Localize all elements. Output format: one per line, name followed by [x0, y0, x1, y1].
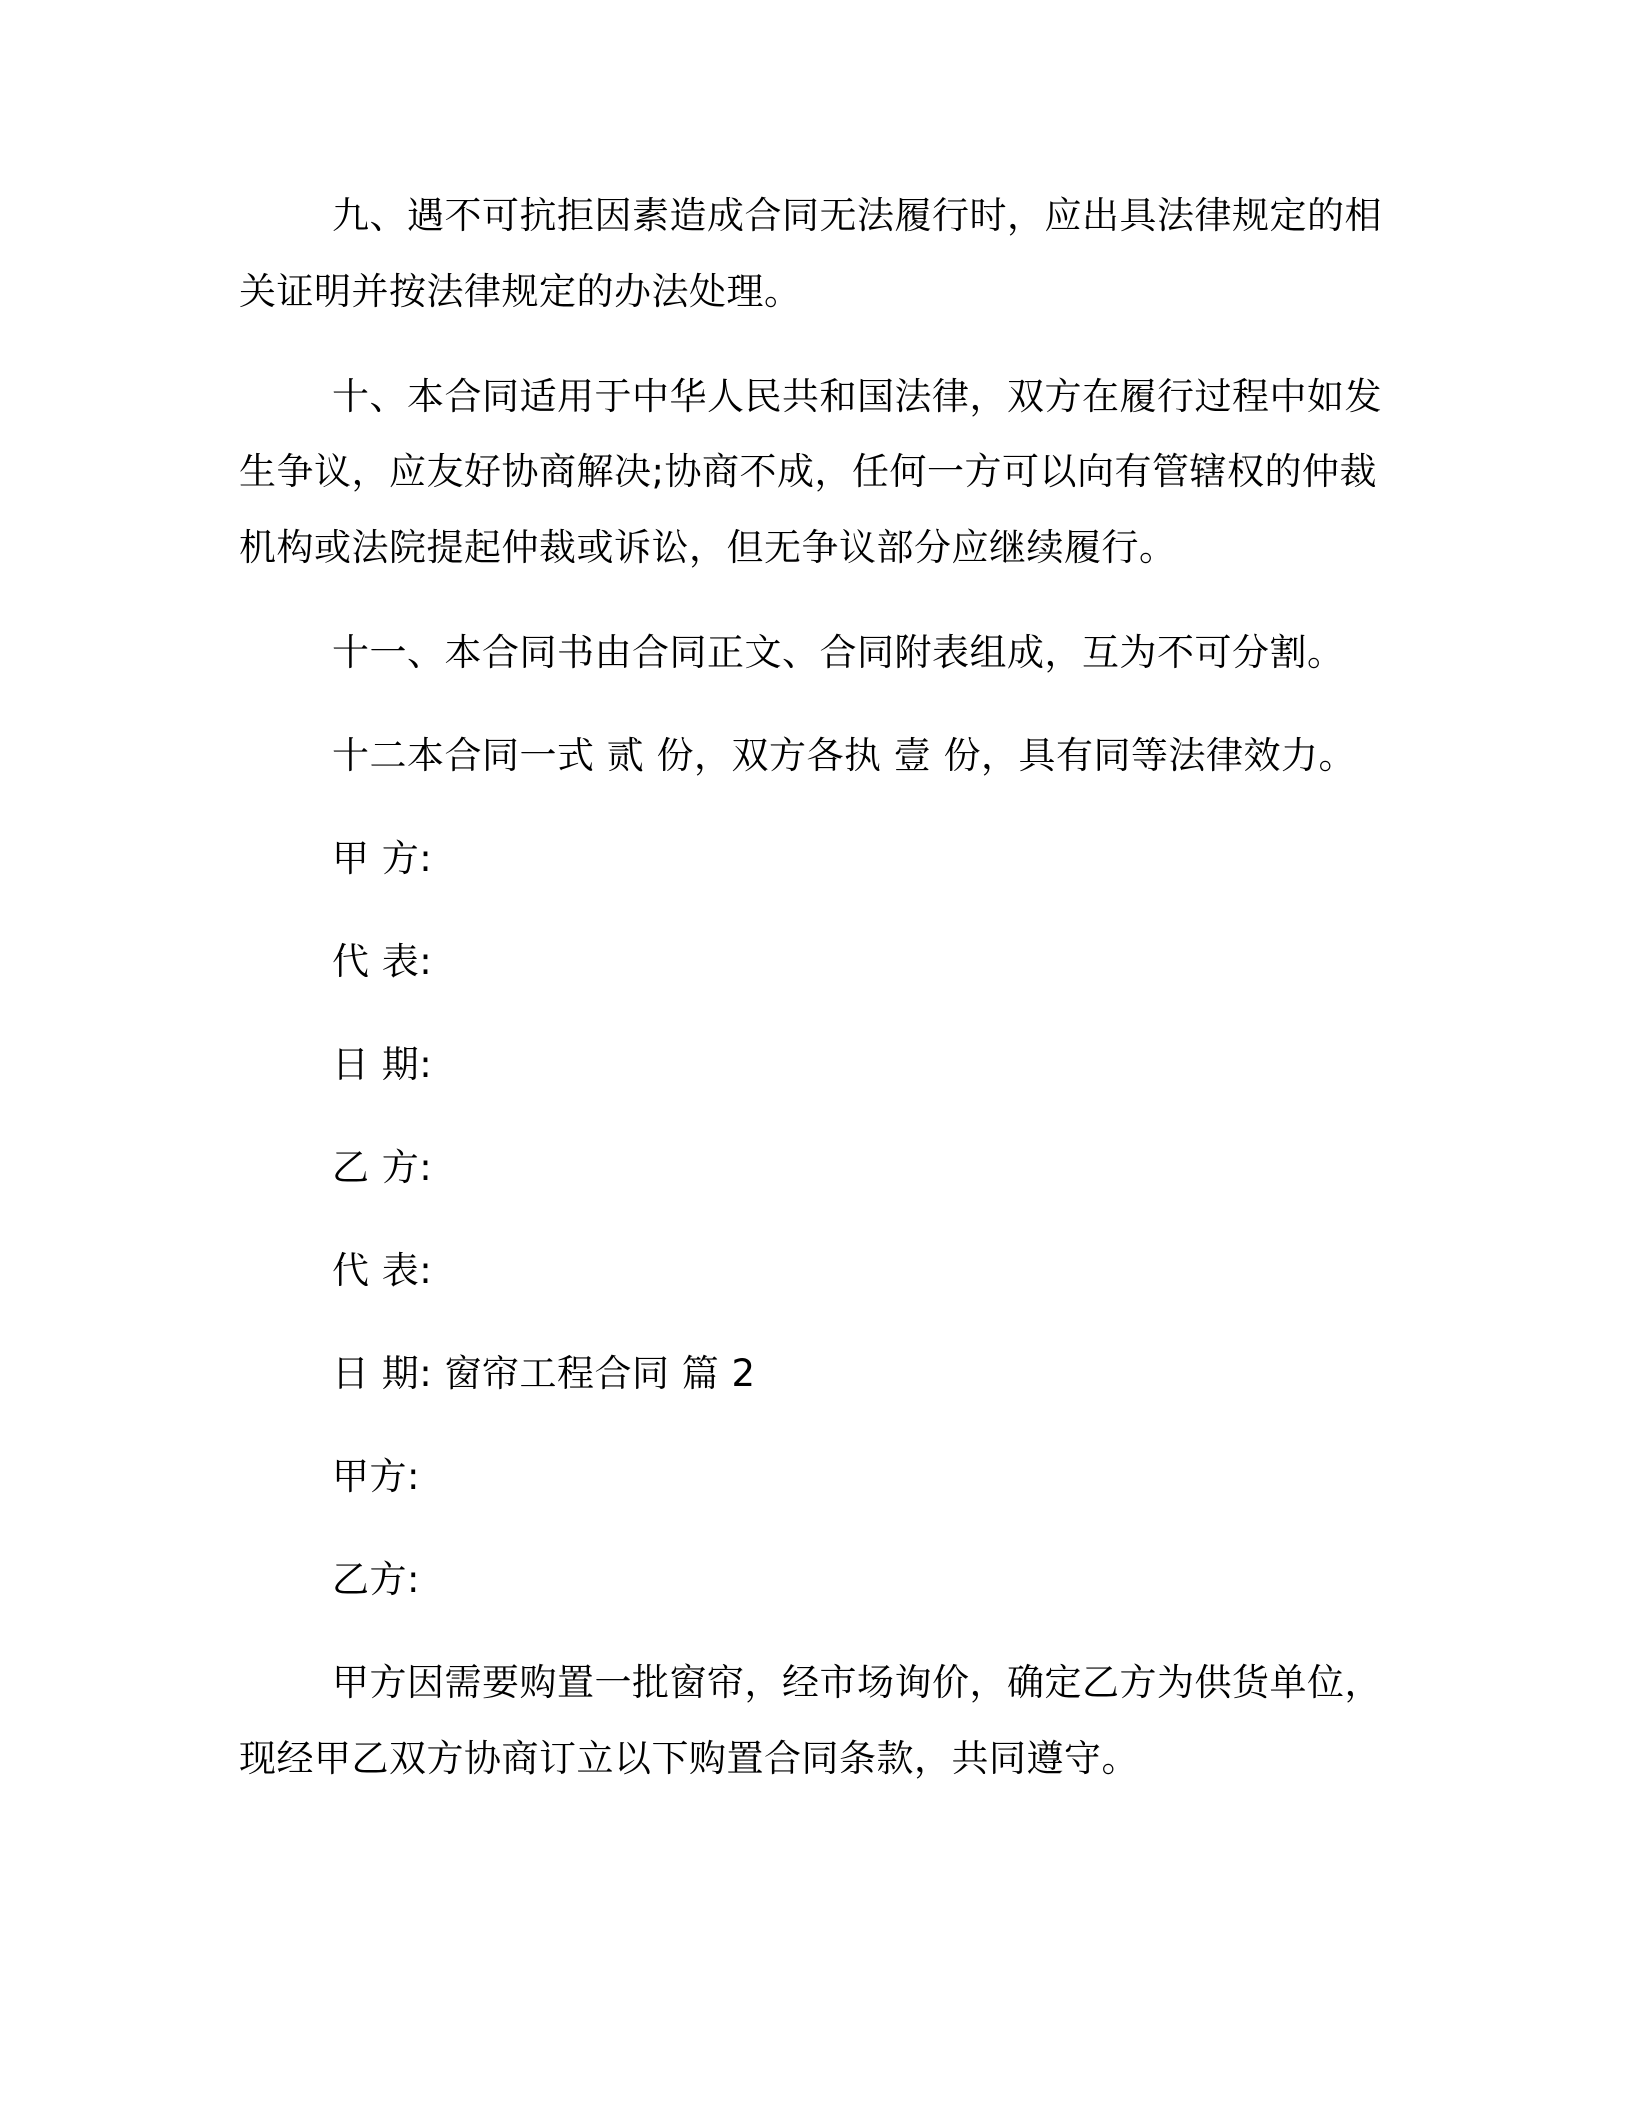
party-a-date-label: 日 期:: [332, 1043, 433, 1086]
contract-2-intro-line-2: 现经甲乙双方协商订立以下购置合同条款，共同遵守。: [239, 1737, 1139, 1780]
contract-2-party-a-label: 甲方:: [332, 1455, 420, 1498]
party-a-representative-label: 代 表:: [332, 940, 433, 983]
contract-2-party-b-label: 乙方:: [332, 1558, 420, 1601]
party-b-date-and-contract-title: 日 期: 窗帘工程合同 篇 2: [332, 1352, 756, 1395]
clause-10-line-3: 机构或法院提起仲裁或诉讼，但无争议部分应继续履行。: [239, 526, 1177, 569]
party-b-representative-label: 代 表:: [332, 1249, 433, 1292]
clause-9-line-1: 九、遇不可抗拒因素造成合同无法履行时，应出具法律规定的相: [332, 194, 1382, 237]
contract-2-intro-line-1: 甲方因需要购置一批窗帘，经市场询价，确定乙方为供货单位，: [332, 1661, 1382, 1704]
clause-12: 十二本合同一式 贰 份，双方各执 壹 份，具有同等法律效力。: [332, 734, 1357, 777]
clause-10-line-1: 十、本合同适用于中华人民共和国法律，双方在履行过程中如发: [332, 375, 1382, 418]
clause-9-line-2: 关证明并按法律规定的办法处理。: [239, 270, 802, 313]
clause-11: 十一、本合同书由合同正文、合同附表组成，互为不可分割。: [332, 631, 1345, 674]
party-b-label: 乙 方:: [332, 1146, 433, 1189]
party-a-label: 甲 方:: [332, 837, 433, 880]
clause-10-line-2: 生争议，应友好协商解决;协商不成，任何一方可以向有管辖权的仲裁: [239, 450, 1377, 493]
